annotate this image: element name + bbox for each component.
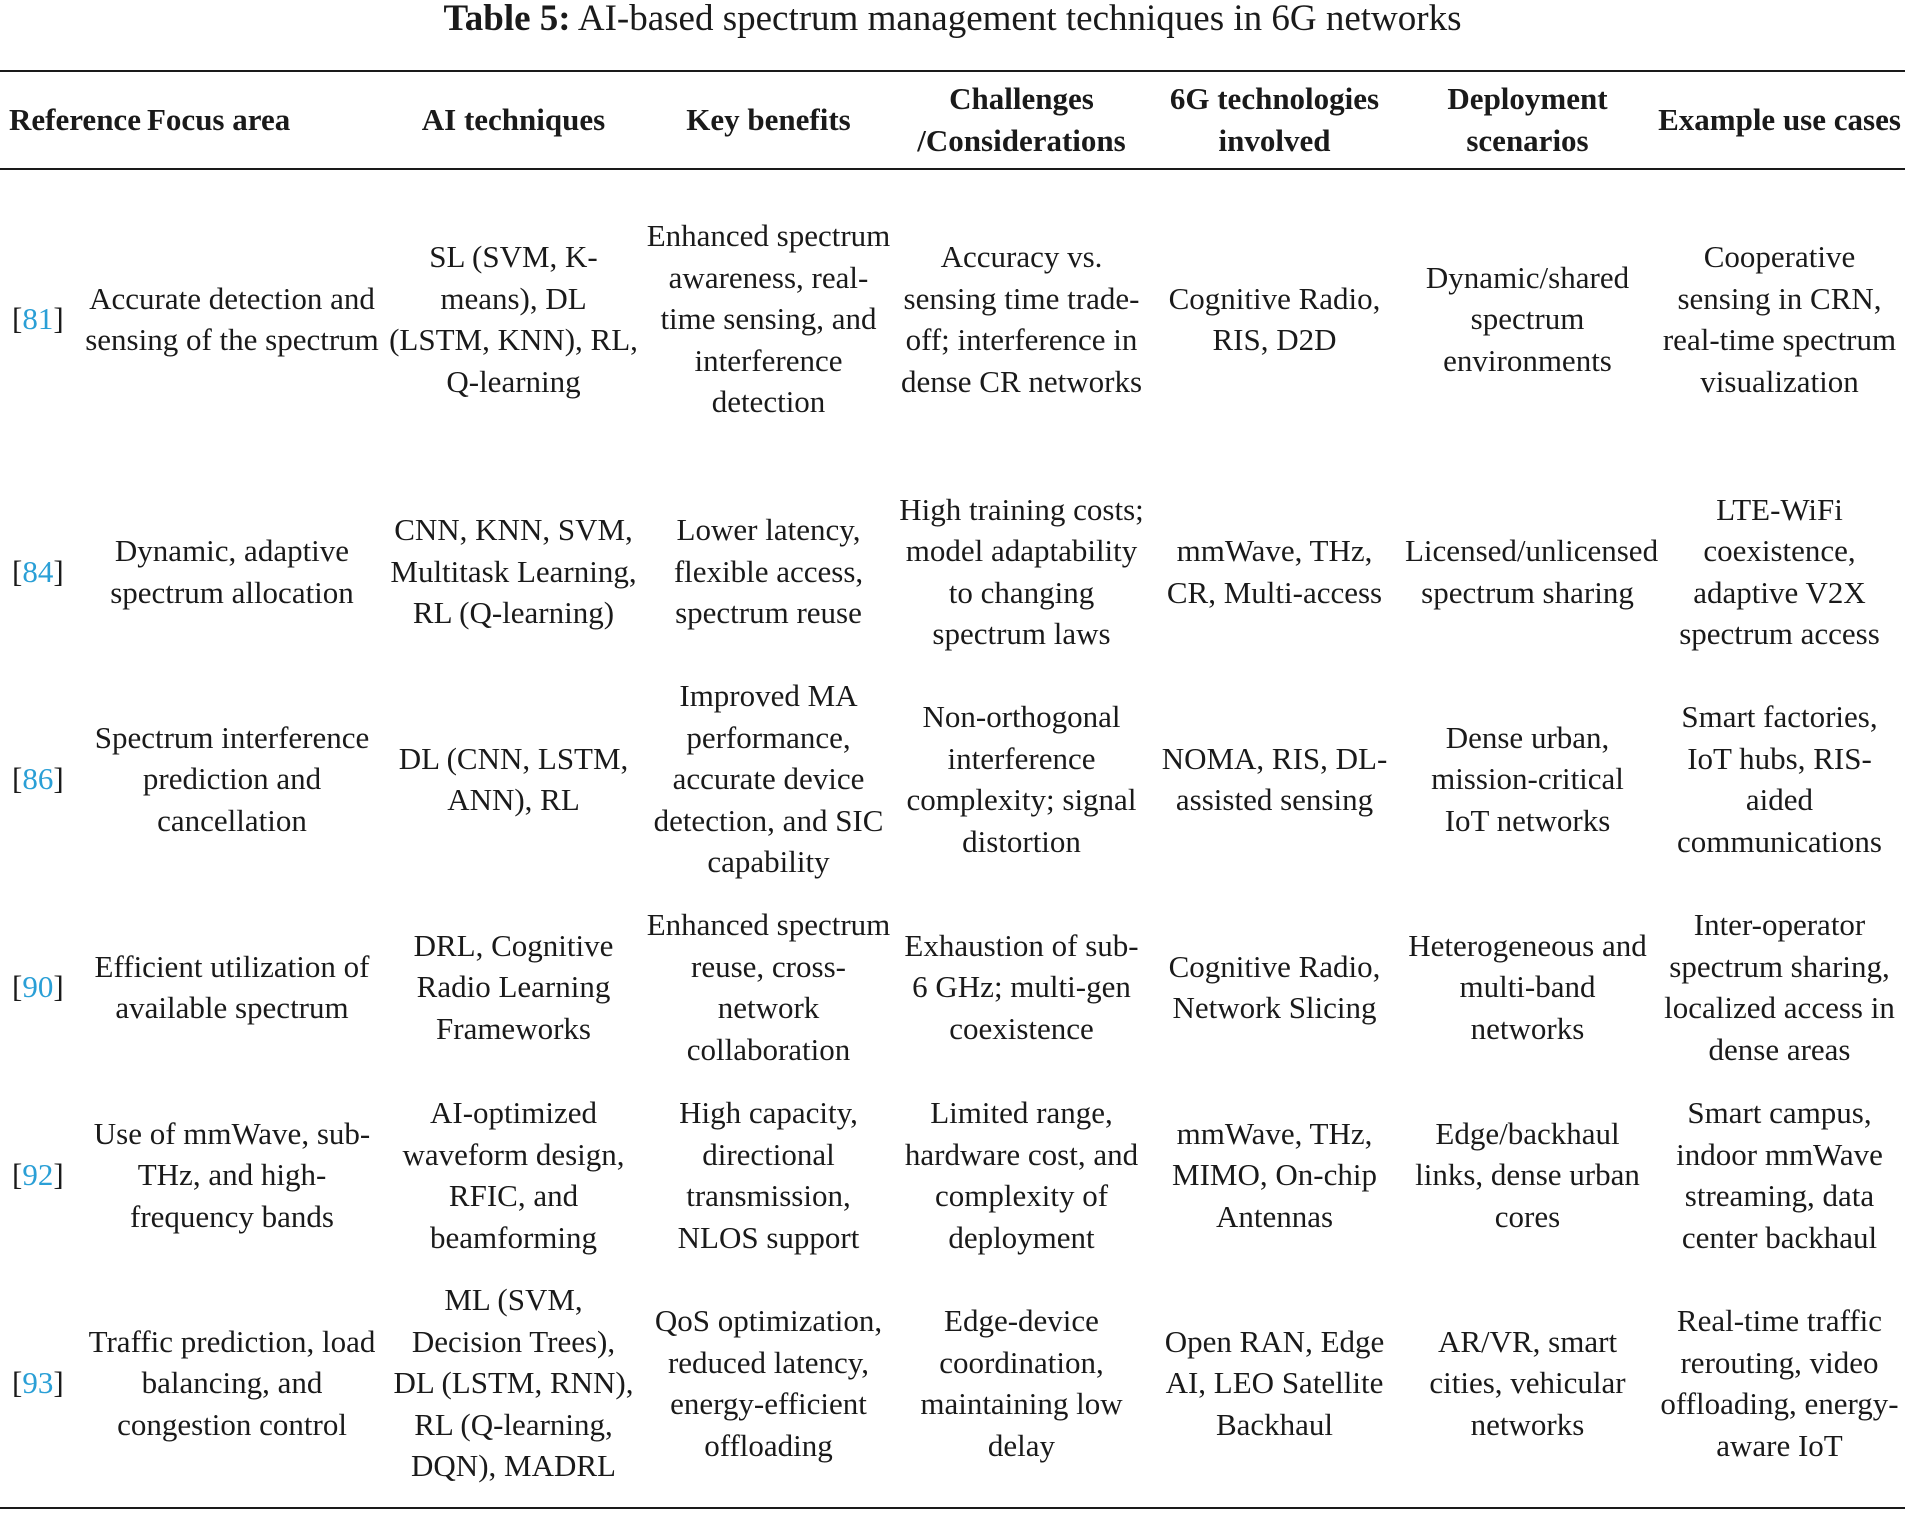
header-reference: Reference (0, 71, 79, 169)
citation-link[interactable]: 81 (22, 301, 54, 337)
focus-area-cell: Efficient utilization of available spectrum (94, 948, 370, 1025)
challenges-cell: Limited range, hardware cost, and complexity of deployment (904, 1095, 1139, 1255)
technologies-cell: mmWave, THz, MIMO, On-chip Antennas (1172, 1115, 1377, 1234)
header-key-benefits: Key benefits (642, 71, 895, 169)
key-benefits-cell: Improved MA performance, accurate device detection, and SIC capability (653, 678, 884, 880)
use-cases-cell: Cooperative sensing in CRN, real-time spectrum visualization (1662, 239, 1897, 399)
reference-cell: [92] (12, 1157, 64, 1193)
header-row (0, 71, 1905, 169)
ai-techniques-cell: AI-optimized waveform design, RFIC, and beamforming (402, 1095, 625, 1255)
citation-link[interactable]: 93 (22, 1365, 54, 1401)
header-challenges: Challenges /Considerations (895, 71, 1148, 169)
citation-link[interactable]: 86 (22, 761, 54, 797)
reference-cell: [86] (12, 761, 64, 797)
reference-cell: [84] (12, 553, 64, 589)
focus-area-cell: Spectrum interference prediction and cancellation (94, 719, 370, 838)
deployment-cell: Dense urban, mission-critical IoT networks (1431, 719, 1624, 838)
key-benefits-cell: Enhanced spectrum awareness, real-time sensing, and interference detection (646, 218, 891, 420)
challenges-cell: Accuracy vs. sensing time trade-off; interference in dense CR networks (900, 239, 1143, 399)
use-cases-cell: LTE-WiFi coexistence, adaptive V2X spectrum access (1679, 491, 1880, 651)
technologies-cell: NOMA, RIS, DL-assisted sensing (1161, 740, 1388, 817)
deployment-cell: Licensed/unlicensed spectrum sharing (1405, 533, 1659, 610)
key-benefits-cell: High capacity, directional transmission, NLOS support (677, 1095, 860, 1255)
header-deployment-scenarios: Deployment scenarios (1401, 71, 1654, 169)
spectrum-management-table (0, 70, 1905, 1509)
challenges-cell: Exhaustion of sub-6 GHz; multi-gen coexistence (904, 927, 1139, 1046)
technologies-cell: Cognitive Radio, RIS, D2D (1168, 280, 1381, 357)
table-row (0, 1091, 1905, 1259)
header-focus-area: Focus area (79, 71, 385, 169)
table-row (0, 883, 1905, 1091)
reference-cell: [90] (12, 969, 64, 1005)
focus-area-cell: Traffic prediction, load balancing, and congestion control (88, 1323, 376, 1442)
header-6g-technologies: 6G technologies involved (1148, 71, 1401, 169)
ai-techniques-cell: DL (CNN, LSTM, ANN), RL (398, 740, 629, 817)
deployment-cell: Heterogeneous and multi-band networks (1408, 927, 1647, 1046)
key-benefits-cell: Lower latency, flexible access, spectrum reuse (673, 512, 864, 631)
ai-techniques-cell: SL (SVM, K-means), DL (LSTM, KNN), RL, Q-learning (389, 239, 638, 399)
use-cases-cell: Inter-operator spectrum sharing, localized access in dense areas (1664, 907, 1895, 1067)
header-ai-techniques: AI techniques (385, 71, 642, 169)
deployment-cell: Dynamic/shared spectrum environments (1425, 259, 1630, 378)
citation-link[interactable]: 92 (22, 1157, 54, 1193)
table-row (0, 468, 1905, 675)
citation-link[interactable]: 90 (22, 969, 54, 1005)
challenges-cell: High training costs; model adaptability to changing spectrum laws (899, 491, 1144, 651)
challenges-cell: Edge-device coordination, maintaining low delay (920, 1303, 1123, 1463)
deployment-cell: Edge/backhaul links, dense urban cores (1415, 1115, 1640, 1234)
reference-cell: [93] (12, 1365, 64, 1401)
deployment-cell: AR/VR, smart cities, vehicular networks (1429, 1323, 1626, 1442)
header-example-use-cases: Example use cases (1654, 71, 1905, 169)
technologies-cell: Open RAN, Edge AI, LEO Satellite Backhaul (1164, 1323, 1385, 1442)
table-caption (0, 0, 1905, 40)
technologies-cell: mmWave, THz, CR, Multi-access (1166, 533, 1383, 610)
focus-area-cell: Dynamic, adaptive spectrum allocation (110, 533, 354, 610)
technologies-cell: Cognitive Radio, Network Slicing (1168, 948, 1381, 1025)
ai-techniques-cell: ML (SVM, Decision Trees), DL (LSTM, RNN), RL (Q-learning, DQN), MADRL (393, 1282, 634, 1484)
focus-area-cell: Accurate detection and sensing of the spectrum (85, 280, 379, 357)
table-row (0, 675, 1905, 883)
focus-area-cell: Use of mmWave, sub-THz, and high-frequency bands (93, 1115, 371, 1234)
use-cases-cell: Smart factories, IoT hubs, RIS-aided communications (1677, 699, 1882, 859)
key-benefits-cell: QoS optimization, reduced latency, energy-efficient offloading (654, 1303, 883, 1463)
reference-cell: [81] (12, 301, 64, 337)
table-title: AI-based spectrum management techniques in 6G networks (577, 0, 1462, 39)
challenges-cell: Non-orthogonal interference complexity; signal distortion (906, 699, 1137, 859)
key-benefits-cell: Enhanced spectrum reuse, cross-network collaboration (646, 907, 891, 1067)
table-label: Table 5: (443, 0, 571, 39)
table-row (0, 1259, 1905, 1508)
ai-techniques-cell: CNN, KNN, SVM, Multitask Learning, RL (Q-learning) (390, 512, 637, 631)
use-cases-cell: Smart campus, indoor mmWave streaming, data center backhaul (1676, 1095, 1883, 1255)
use-cases-cell: Real-time traffic rerouting, video offloading, energy-aware IoT (1660, 1303, 1899, 1463)
table-row (0, 169, 1905, 468)
citation-link[interactable]: 84 (22, 553, 54, 589)
ai-techniques-cell: DRL, Cognitive Radio Learning Frameworks (413, 927, 614, 1046)
